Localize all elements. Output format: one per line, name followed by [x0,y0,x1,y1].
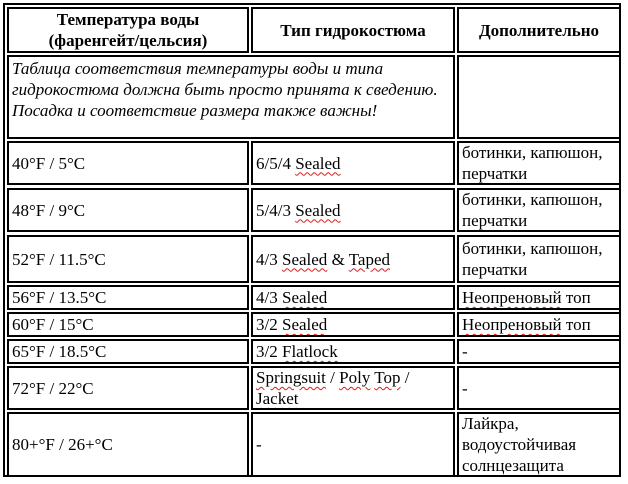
note-cell [7,55,455,139]
extra-value: - [462,378,468,398]
row-4-wetsuit [251,285,455,310]
temperature-value: 56°F / 13.5°C [12,288,107,307]
row-1-wetsuit [251,141,455,185]
extra-value: Неопреновый топ [462,315,591,334]
row-8-wetsuit [251,412,455,477]
extra-value: Неопреновый топ [462,288,591,307]
row-5-wetsuit [251,312,455,337]
temperature-value: 52°F / 11.5°C [12,249,106,269]
extra-value: ботинки, капюшон, перчатки [462,143,603,183]
row-7-wetsuit [251,366,455,410]
note-text: Таблица соответствия температуры воды и типа гидрокостюма должна быть просто принята к сведению. Посадка и соответствие размера также важны! [12,59,438,120]
header-extra [457,7,621,53]
row-1-temperature [7,141,249,185]
row-8-temperature [7,412,249,477]
row-3-temperature [7,235,249,283]
extra-value: ботинки, капюшон, перчатки [462,190,603,230]
row-5-temperature [7,312,249,337]
extra-value: ботинки, капюшон, перчатки [462,239,603,279]
row-6-wetsuit [251,339,455,364]
row-2-extra [457,188,621,232]
wetsuit-value: 6/5/4 Sealed [256,153,341,173]
note-extra-empty-cell [457,55,621,139]
row-4-extra [457,285,621,310]
row-5-extra [457,312,621,337]
header-temperature [7,7,249,53]
wetsuit-value: - [256,435,262,454]
row-1-extra [457,141,621,185]
row-7-extra [457,366,621,410]
temperature-value: 72°F / 22°C [12,378,94,398]
row-7-temperature [7,366,249,410]
wetsuit-value: 4/3 Sealed & Taped [256,249,391,269]
temperature-value: 80+°F / 26+°C [12,435,113,454]
temperature-value: 40°F / 5°C [12,153,86,173]
row-2-wetsuit [251,188,455,232]
header-wetsuit-label: Тип гидрокостюма [280,20,426,40]
row-6-temperature [7,339,249,364]
row-4-temperature [7,285,249,310]
wetsuit-value: 3/2 Sealed [256,315,328,334]
row-8-extra [457,412,621,477]
wetsuit-value: Springsuit / Poly Top / Jacket [256,368,414,408]
wetsuit-value: 5/4/3 Sealed [256,200,341,220]
extra-value: - [462,342,468,361]
row-6-extra [457,339,621,364]
row-3-wetsuit [251,235,455,283]
wetsuit-value: 4/3 Sealed [256,288,328,307]
temperature-value: 65°F / 18.5°C [12,342,107,361]
header-wetsuit [251,7,455,53]
row-3-extra [457,235,621,283]
temperature-value: 48°F / 9°C [12,200,86,220]
wetsuit-value: 3/2 Flatlock [256,342,338,361]
header-temperature-label: Температура воды (фаренгейт/цельсия) [48,10,208,50]
temperature-value: 60°F / 15°C [12,315,94,334]
header-extra-label: Дополнительно [478,20,600,40]
row-2-temperature [7,188,249,232]
extra-value: Лайкра, водоустойчивая солнцезащита [462,414,577,475]
